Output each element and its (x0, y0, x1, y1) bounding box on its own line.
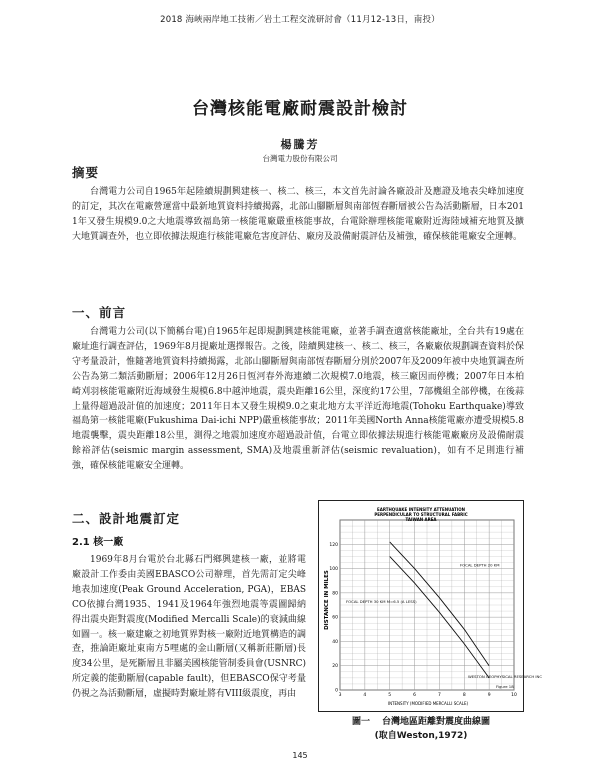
figure-caption (318, 715, 524, 743)
annotation-weston: WESTON GEOPHYSICAL RESEARCH INC (468, 674, 543, 679)
author-affiliation: 台灣電力股份有限公司 (262, 154, 338, 163)
attenuation-chart (318, 500, 543, 712)
x-tick-label: 9 (487, 693, 491, 698)
figure-caption-text: 台灣地區距離對震度曲線圖 (382, 717, 491, 727)
running-head: 2018 海峽兩岸地工技術／岩土工程交流研討會（11月12-13日，南投） (160, 15, 440, 25)
x-tick-label: 6 (413, 693, 417, 698)
intro-text: 台灣電力公司(以下簡稱台電)自1965年起即規劃興建核能電廠，並著手調查適當核能廠址，全台共有19處在廠址進行調查評估，1969年8月提廠址選擇報告。之後，陸續興建核一、核二、核三，各廠廠依規劃調查資料於保守考量設計，惟隨著地質資料持續揭露，北部山腳斷層與南部恆春斷層分別於2007年及2009年被中央地質調查所公告為第二類活動斷層；2006年12月26日恆河春外海連續二次規模7.0地震，核三廠因而停機；2007年日本柏崎刈羽核能電廠附近海域發生規模6.8中越沖地震，震央距離16公里，深度約17公里，7部機組全部停機，在後蒜上量得超過設計值的加速度；2011年日本又發生規模9.0之東北地方太平洋近海地震(Tohoku Earthquake)導致福島第一核能電廠(Fukushima Dai-ichi NPP)嚴重核能事故；2011年美國North Anna核能電廠亦遭受規模5.8地震襲擊，震央距離18公里，測得之地震加速度亦超過設計值，台電立即依據法規進行核能電廠廠房及設備耐震餘裕評估(seismic margin assessment, SMA)及地震重新評估(seismic revaluation)，如有不足則進行補強，確保核能電廠安全運轉。 (72, 327, 524, 472)
abstract-text: 台灣電力公司自1965年起陸續規劃興建核一、核二、核三，本文首先討論各廠設計及應證及地表尖峰加速度的訂定，其次在電廠營運當中最新地質資料持續揭露，北部山腳斷層與南部恆春斷層被公告為活動斷層，日本2011年又發生規模9.0之大地震導致福島第一核能電廠嚴重核能事故，台電除辦理核能電廠附近海陸域補充地質及擴大地質調查外，也立即依據法規進行核能電廠危害度評估、廠房及設備耐震評估及補強，確保核能電廠安全運轉。 (72, 187, 524, 242)
annotation-focal-30: FOCAL DEPTH 30 KM M=6.5 (A LESS) (346, 599, 417, 604)
y-tick-label: 80 (332, 591, 338, 597)
y-tick-label: 100 (329, 567, 338, 573)
x-tick-label: 3 (338, 693, 342, 698)
y-tick-label: 120 (329, 542, 338, 548)
x-tick-label: 10 (511, 693, 517, 698)
intro-heading: 一、前言 (72, 305, 127, 320)
y-tick-label: 60 (332, 615, 338, 621)
figure-1 (318, 500, 543, 743)
design-text: 1969年8月台電於台北縣石門鄉興建核一廠，並將電廠設計工作委由美國EBASCO公司辦理，首先需訂定尖峰地表加速度(Peak Ground Acceleration, PGA)，EBASCO依據台灣1935、1941及1964年強烈地震等震圖歸納得出震央距對震度(Modified Mercalli Scale)的衰減曲線如圖一。核一廠建廠之初地質界對核一廠附近地質構造的調查，推論距廠址東南方5哩處的金山斷層(又稱新莊斷層)長度34公里，是死斷層且非屬美國核能管制委員會(USNRC)所定義的能動斷層(capable fault)，但EBASCO保守考量仍視之為活動斷層，虛擬時對廠址將有VIII級震度，再由 (72, 555, 307, 700)
design-heading: 二、設計地震訂定 (72, 511, 181, 526)
y-tick-label: 40 (332, 639, 338, 645)
y-tick-label: 0 (335, 688, 338, 694)
y-tick-label: 20 (332, 664, 338, 670)
figure-label: 圖一 (351, 717, 370, 727)
figure-source: (取自Weston,1972) (374, 731, 468, 741)
author-name: 楊騰芳 (280, 138, 320, 151)
x-tick-label: 5 (388, 693, 392, 698)
x-tick-label: 4 (363, 693, 367, 698)
chart-xlabel: INTENSITY (MODIFIED MERCALLI SCALE) (387, 701, 469, 706)
annotation-figure-number: Figure 18 (496, 684, 514, 689)
design-subheading: 2.1 核一廠 (72, 537, 124, 548)
paper-title: 台灣核能電廠耐震設計檢討 (192, 99, 408, 119)
abstract-heading: 摘要 (72, 165, 100, 180)
chart-title: EARTHQUAKE INTENSITY ATTENUATION PERPENDICULAR TO STRUCTURAL FABRIC TAIWAN AREA (374, 507, 468, 522)
x-tick-label: 7 (437, 693, 441, 698)
chart-ylabel: DISTANCE IN MILES (324, 570, 330, 630)
page-number: 145 (292, 751, 308, 760)
x-tick-label: 8 (462, 693, 466, 698)
annotation-focal-20: FOCAL DEPTH 20 KM (460, 562, 500, 568)
